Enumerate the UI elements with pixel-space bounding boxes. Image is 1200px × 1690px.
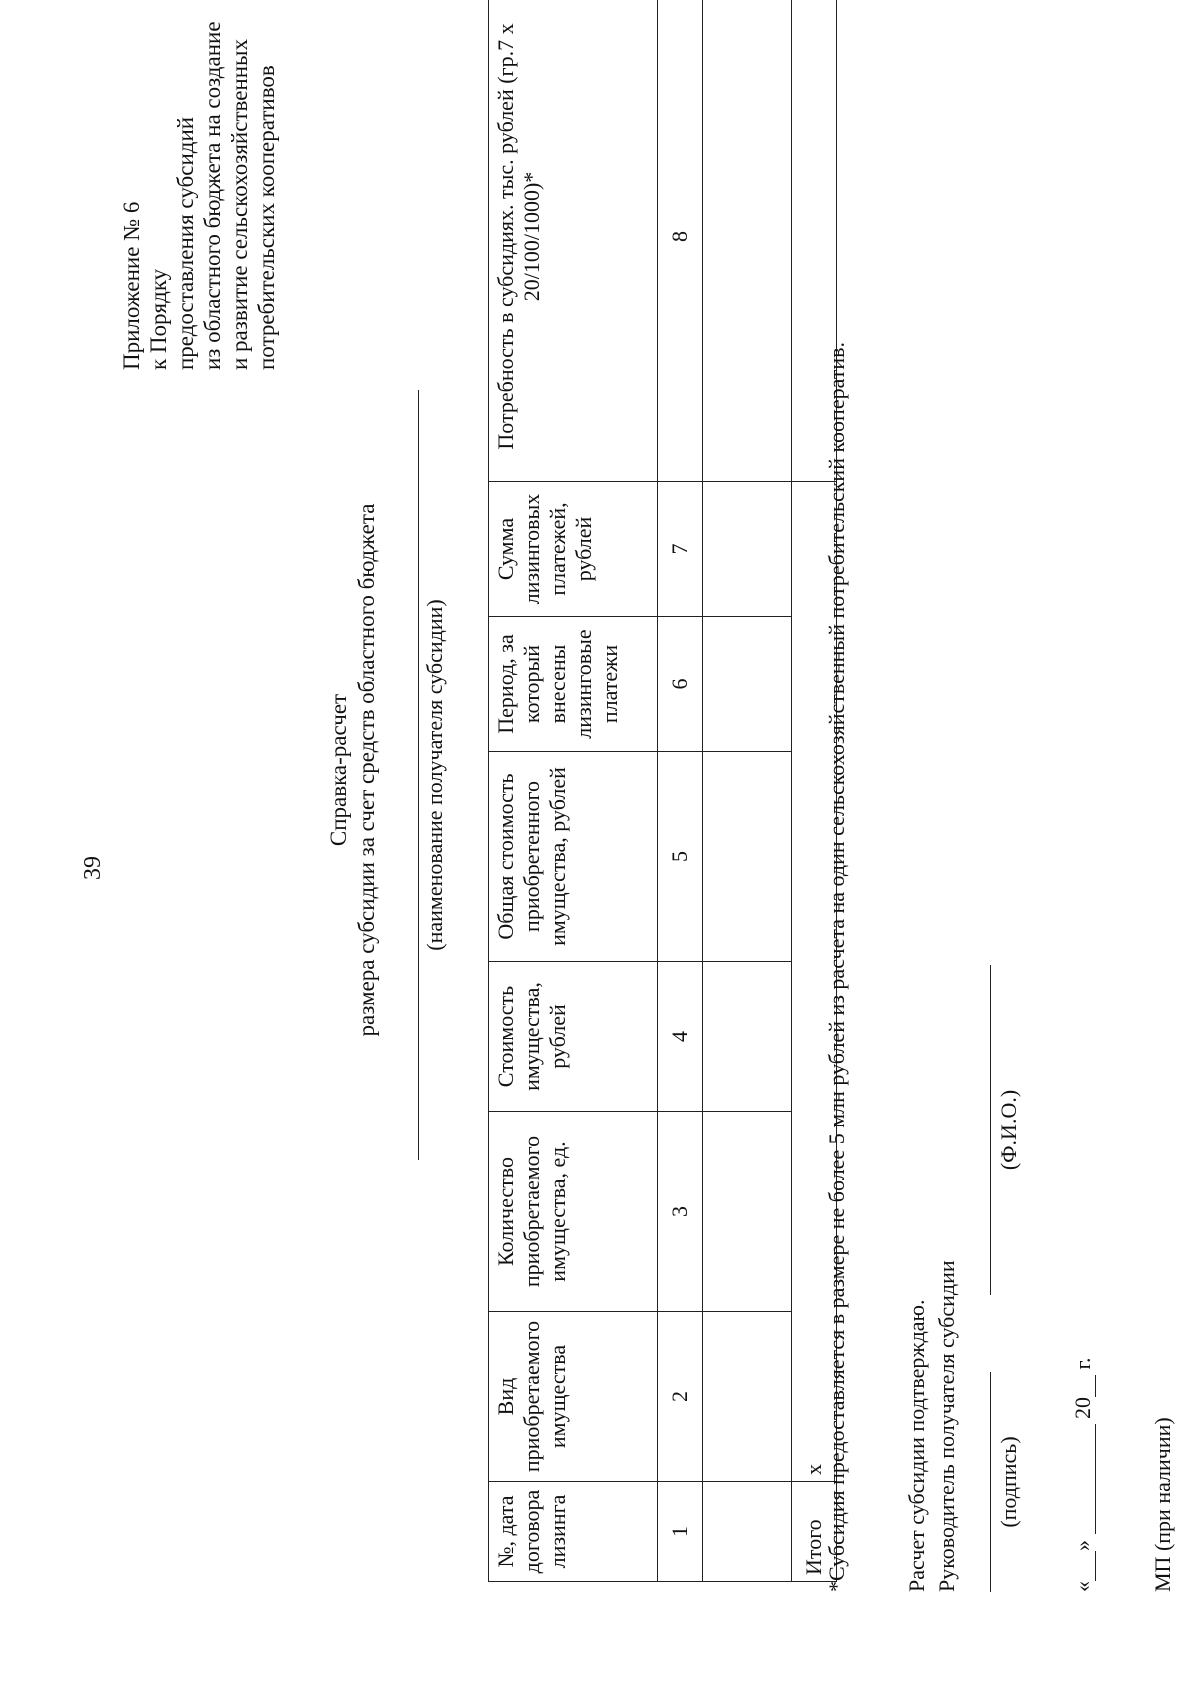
date-field bbox=[1070, 1357, 1096, 1592]
signature-blank bbox=[990, 1372, 991, 1592]
confirmation-line-2: Руководитель получателя субсидии bbox=[934, 1260, 959, 1592]
date-close-quote: » bbox=[1070, 1540, 1095, 1551]
table-cell bbox=[703, 1312, 792, 1482]
header-cell: Количество приобретаемого имущества, ед. bbox=[489, 1112, 658, 1312]
table-cell bbox=[703, 752, 792, 962]
confirmation-block bbox=[902, 892, 962, 1592]
table-cell bbox=[703, 962, 792, 1112]
table-row bbox=[703, 0, 792, 1582]
appendix-line: и развитие сельскохозяйственных bbox=[227, 38, 252, 370]
appendix-line: Приложение № 6 bbox=[119, 201, 144, 370]
table-cell bbox=[703, 0, 792, 482]
table-cell bbox=[703, 1112, 792, 1312]
header-cell: Потребность в субсидиях. тыс. рублей (гр.7 х 20/100/1000)* bbox=[489, 0, 658, 482]
header-cell: №, дата договора лизинга bbox=[489, 1482, 658, 1582]
header-cell: Стоимость имущества, рублей bbox=[489, 962, 658, 1112]
total-label: Итого bbox=[792, 1482, 837, 1582]
title-line-2: размера субсидии за счет средств областного бюджета bbox=[354, 503, 379, 1037]
appendix-line: к Порядку bbox=[146, 268, 171, 370]
table-row bbox=[658, 0, 703, 1582]
column-number-cell: 1 bbox=[658, 1482, 703, 1582]
header-cell: Период, за который внесены лизинговые платежи bbox=[489, 617, 658, 752]
total-mark: х bbox=[792, 482, 837, 1482]
signature-caption: (подпись) bbox=[996, 1436, 1021, 1528]
column-number-cell: 7 bbox=[658, 482, 703, 617]
column-number-cell: 2 bbox=[658, 1312, 703, 1482]
calculation-table bbox=[488, 0, 837, 1582]
header-cell: Вид приобретаемого имущества bbox=[489, 1312, 658, 1482]
year-prefix: 20 bbox=[1070, 1397, 1095, 1419]
year-suffix: г. bbox=[1070, 1357, 1095, 1370]
confirmation-line-1: Расчет субсидии подтверждаю. bbox=[904, 1299, 929, 1592]
day-blank bbox=[1095, 1551, 1096, 1581]
header-cell: Сумма лизинговых платежей, рублей bbox=[489, 482, 658, 617]
column-number-cell: 8 bbox=[658, 0, 703, 482]
appendix-line: из областного бюджета на создание bbox=[200, 21, 225, 370]
document-title bbox=[325, 390, 381, 1150]
table-cell bbox=[703, 1482, 792, 1582]
year-blank bbox=[1095, 1375, 1096, 1397]
table-cell bbox=[703, 617, 792, 752]
appendix-line: предоставления субсидий bbox=[173, 116, 198, 370]
stamp-placeholder: МП (при наличии) bbox=[1150, 1417, 1175, 1592]
column-number-cell: 3 bbox=[658, 1112, 703, 1312]
fio-blank bbox=[990, 965, 991, 1295]
header-cell: Общая стоимость приобретенного имущества, рублей bbox=[489, 752, 658, 962]
table-cell bbox=[703, 482, 792, 617]
title-line-1: Справка-расчет bbox=[326, 693, 351, 847]
column-number-cell: 4 bbox=[658, 962, 703, 1112]
appendix-line: потребительских кооперативов bbox=[254, 65, 279, 370]
fio-caption: (Ф.И.О.) bbox=[996, 1089, 1021, 1171]
recipient-caption: (наименование получателя субсидии) bbox=[422, 599, 447, 951]
date-open-quote: « bbox=[1070, 1581, 1095, 1592]
page-number: 39 bbox=[80, 856, 106, 880]
table-header-row bbox=[489, 0, 658, 1582]
recipient-name-blank bbox=[418, 390, 419, 1160]
footnote: *Субсидия предоставляется в размере не более 5 млн рублей из расчета на один сельскохозяйственный потребительский кооператив. bbox=[824, 341, 849, 1592]
month-blank bbox=[1095, 1425, 1096, 1535]
appendix-header bbox=[118, 0, 280, 370]
column-number-cell: 5 bbox=[658, 752, 703, 962]
column-number-cell: 6 bbox=[658, 617, 703, 752]
